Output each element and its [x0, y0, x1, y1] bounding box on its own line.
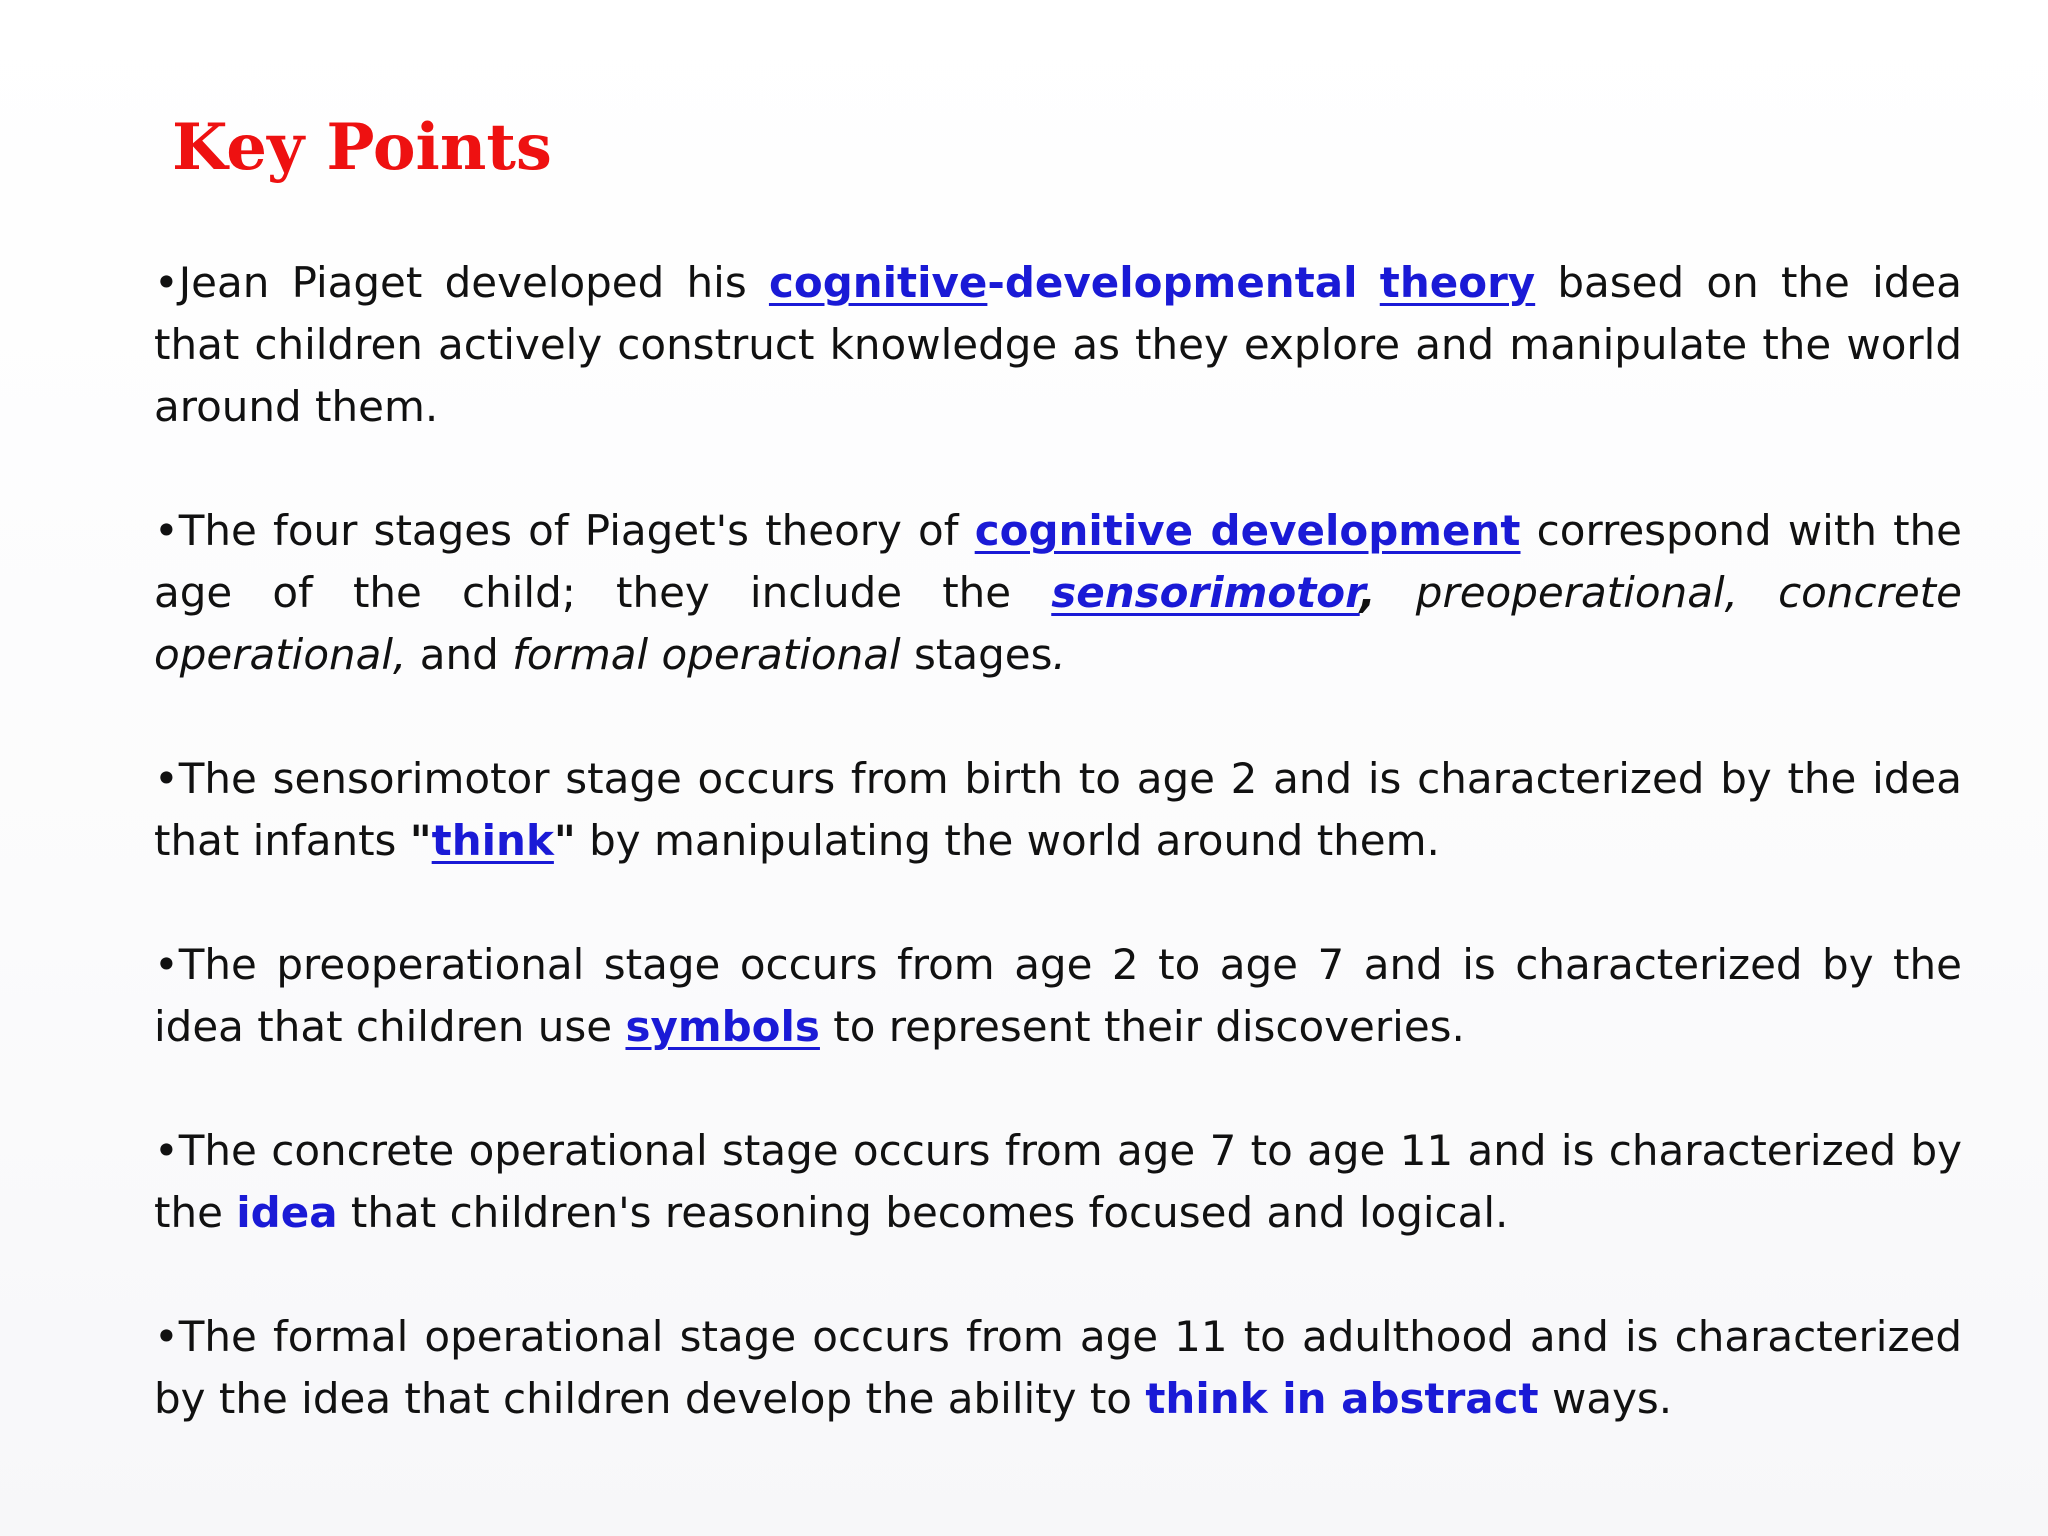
- point-text: The formal operational stage occurs from age 11 to adulthood and is characterized by the idea that children develop the ability to: [154, 1312, 1962, 1423]
- keyword-idea: idea: [236, 1188, 338, 1237]
- link-cognitive[interactable]: cognitive: [768, 258, 988, 307]
- point-concrete-operational-stage: [154, 1120, 1962, 1244]
- keyword-think-in-abstract: think in abstract: [1145, 1374, 1539, 1423]
- point-text: The four stages of Piaget's theory of: [178, 506, 975, 555]
- point-text: ways.: [1538, 1374, 1673, 1423]
- point-text: .: [1052, 630, 1066, 679]
- point-four-stages: [154, 500, 1962, 686]
- point-text: to represent their discoveries.: [819, 1002, 1465, 1051]
- stage-names-italic: preoperational, concrete operational,: [154, 568, 1962, 679]
- quote-close: ": [553, 816, 576, 865]
- link-symbols[interactable]: symbols: [625, 1002, 820, 1051]
- slide-title: Key Points: [172, 110, 552, 185]
- bullet-icon: •: [154, 506, 179, 555]
- bullet-icon: •: [154, 940, 179, 989]
- stage-formal-operational-italic: formal operational: [512, 630, 901, 679]
- bullet-icon: •: [154, 1126, 179, 1175]
- point-text: The concrete operational stage occurs from age 7 to age 11 and is characterized by the: [154, 1126, 1962, 1237]
- point-text: and: [406, 630, 513, 679]
- bullet-icon: •: [154, 1312, 179, 1361]
- bullet-icon: •: [154, 258, 179, 307]
- point-text: The sensorimotor stage occurs from birth to age 2 and is characterized by the idea that infants: [154, 754, 1962, 865]
- quote-open: ": [409, 816, 432, 865]
- link-sensorimotor[interactable]: sensorimotor: [1051, 568, 1360, 617]
- link-theory[interactable]: theory: [1379, 258, 1536, 307]
- point-piaget-theory: [154, 252, 1962, 438]
- keyword-developmental: -developmental: [987, 258, 1358, 307]
- point-text: ,: [1359, 568, 1376, 617]
- point-text: that children's reasoning becomes focused and logical.: [337, 1188, 1509, 1237]
- point-text: stages: [900, 630, 1053, 679]
- point-formal-operational-stage: [154, 1306, 1962, 1430]
- point-text: correspond with the age of the child; they include the: [154, 506, 1963, 617]
- point-text: Jean Piaget developed his: [178, 258, 769, 307]
- point-text: [1358, 258, 1380, 307]
- link-think[interactable]: think: [431, 816, 554, 865]
- point-text: based on the idea that children actively construct knowledge as they explore and manipulate the world around them.: [154, 258, 1962, 431]
- point-text: The preoperational stage occurs from age 2 to age 7 and is characterized by the idea that children use: [154, 940, 1962, 1051]
- point-preoperational-stage: [154, 934, 1962, 1058]
- bullet-icon: •: [154, 754, 179, 803]
- point-sensorimotor-stage: [154, 748, 1962, 872]
- point-text: by manipulating the world around them.: [575, 816, 1440, 865]
- key-points-list: [154, 252, 1962, 1430]
- link-cognitive-development[interactable]: cognitive development: [974, 506, 1521, 555]
